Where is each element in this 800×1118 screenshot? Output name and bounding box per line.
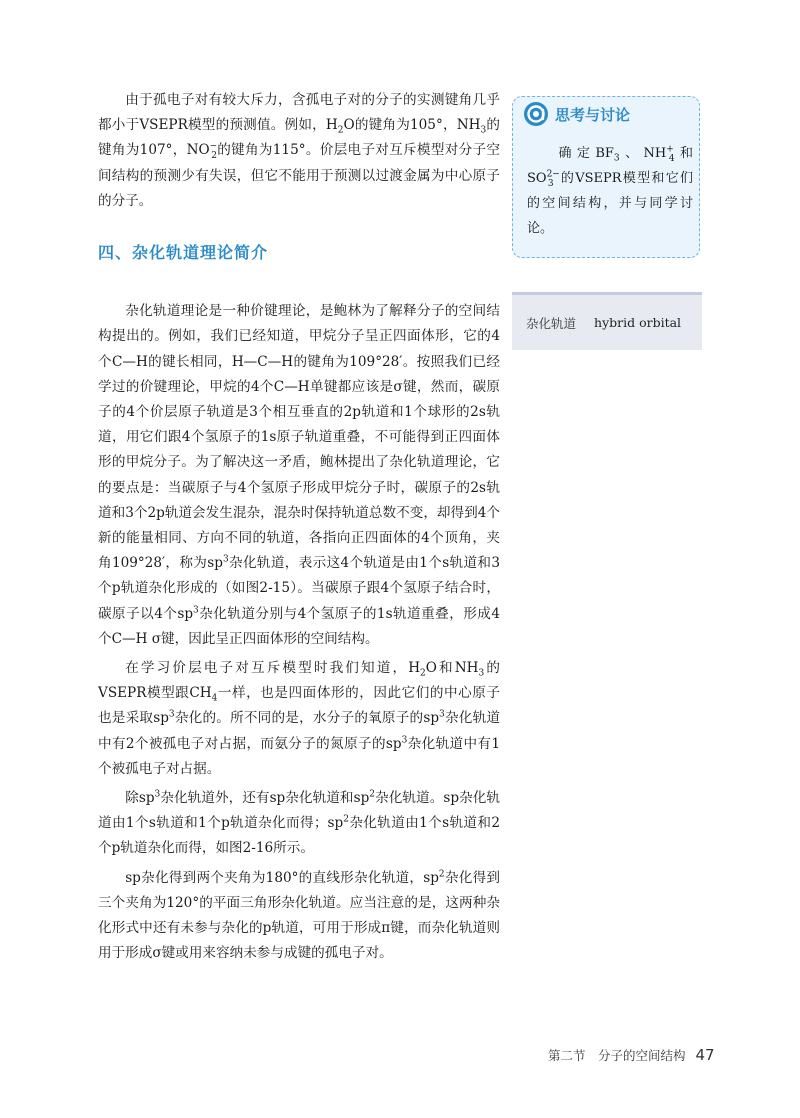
term-chinese: 杂化轨道 <box>526 315 577 331</box>
superscript: 2 <box>438 869 445 880</box>
think-discuss-box <box>512 96 700 258</box>
superscript: 2− <box>546 169 560 180</box>
superscript: 3 <box>439 709 445 720</box>
subscript: 3 <box>478 668 485 679</box>
text-run: 的键角为115°。价层电子对互斥模型对分子空间结构的预测少有失误，但它不能用于预测以过渡金属为中心原子的分子。 <box>98 142 500 209</box>
subscript: 2 <box>211 151 217 162</box>
text-run: 杂化轨道中有2个被孤电子对占据，而氨分子的氮原子的sp <box>98 710 500 752</box>
paragraph-vsepr <box>98 656 500 782</box>
text-run: 和SO <box>527 146 693 186</box>
glossary-term-box <box>512 292 702 350</box>
paragraph-geometry <box>98 866 500 967</box>
text-run: 杂化轨道，表示这4个轨道是由1个s轨道和3个p轨道杂化形成的（如图2-15）。当碳原子跟4个氢原子结合时，碳原子以4个sp <box>98 555 501 622</box>
think-discuss-body <box>527 141 693 241</box>
section-heading: 四、杂化轨道理论简介 <box>98 243 269 263</box>
text-run: 杂化轨道理论是一种价键理论，是鲍林为了解释分子的空间结构提出的。例如，我们已经知道，甲烷分子呈正四面体形，它的4个C—H的键长相同，H—C—H的键角为109°28′。按照我们已经学过的价键理论，甲烷的4个C—H单键都应该是σ键，然而，碳原子的4个价层原子轨道是3个相互垂直的2p轨道和1个球形的2s轨道，用它们跟4个氢原子的1s原子轨道重叠，不可能得到正四面体形的甲烷分子。为了解决这一矛盾，鲍林提出了杂化轨道理论，它的要点是：当碳原子与4个氢原子形成甲烷分子时，碳原子的2s轨道和3个2p轨道会发生混杂，混杂时保持轨道总数不变，却得到4个新的能量相同、方向不同的轨道，各指向正四面体的4个顶角，夹角109°28′，称为sp <box>98 303 500 572</box>
text-run: O和NH <box>425 660 479 677</box>
chapter-title: 第二节 分子的空间结构 <box>548 1048 686 1063</box>
superscript: 2 <box>369 789 376 800</box>
superscript: 3 <box>154 789 161 800</box>
text-run: sp杂化得到两个夹角为180°的直线形杂化轨道，sp <box>125 869 439 886</box>
text-run: 由于孤电子对有较大斥力，含孤电子对的分子的实测键角几乎都小于VSEPR模型的预测值。例如，H <box>98 92 500 134</box>
think-discuss-title: 思考与讨论 <box>555 105 631 124</box>
paragraph-hybrid-theory <box>98 299 500 652</box>
term-english: hybrid orbital <box>594 315 682 330</box>
text-run: 的VSEPR模型和它们的空间结构，并与同学讨论。 <box>527 171 693 236</box>
subscript: 3 <box>547 178 554 189</box>
superscript: − <box>209 141 218 152</box>
text-run: 在学习价层电子对互斥模型时我们知道，H <box>125 660 421 677</box>
superscript: 3 <box>222 554 229 565</box>
superscript: 2 <box>343 814 349 825</box>
paragraph-lone-pair <box>98 88 500 214</box>
text-run: 的VSEPR模型跟CH <box>98 660 500 702</box>
text-run: 杂化轨道中有1个被孤电子对占据。 <box>98 735 500 777</box>
main-text-column <box>98 88 500 967</box>
text-run: 除sp <box>125 790 155 807</box>
superscript: 3 <box>168 709 175 720</box>
text-run: 一样，也是四面体形的，因此它们的中心原子也是采取sp <box>98 685 500 727</box>
text-run: O的键角为105°，NH <box>343 117 481 134</box>
subscript: 3 <box>613 153 620 164</box>
subscript: 4 <box>668 153 675 164</box>
text-run: 、NH <box>619 146 667 161</box>
superscript: 3 <box>401 735 408 746</box>
superscript: + <box>666 144 674 155</box>
think-discuss-header <box>523 101 630 127</box>
page-number: 47 <box>695 1046 715 1064</box>
paragraph-sp-sp2 <box>98 786 500 862</box>
text-run: 确定BF <box>553 146 614 161</box>
page-footer <box>548 1046 715 1064</box>
discussion-icon <box>523 101 549 127</box>
subscript: 2 <box>420 668 426 679</box>
subscript: 2 <box>337 125 344 136</box>
text-run: 杂化轨道外，还有sp杂化轨道和sp <box>160 790 370 807</box>
text-run: 杂化轨道由1个s轨道和2个p轨道杂化而得，如图2-16所示。 <box>98 815 501 857</box>
text-run: 的键角为107°，NO <box>98 117 501 159</box>
superscript: 3 <box>193 605 199 616</box>
text-run: 杂化的。所不同的是，水分子的氧原子的sp <box>174 710 440 727</box>
subscript: 3 <box>480 125 487 136</box>
text-run: 杂化轨道。sp杂化轨道由1个s轨道和1个p轨道杂化而得；sp <box>98 790 500 832</box>
subscript: 4 <box>211 693 218 704</box>
text-run: 杂化轨道分别与4个氢原子的1s轨道重叠，形成4个C—H σ键，因此呈正四面体形的空间结构。 <box>98 605 500 647</box>
text-run: 杂化得到三个夹角为120°的平面三角形杂化轨道。应当注意的是，这两种杂化形式中还有未参与杂化的p轨道，可用于形成π键，而杂化轨道则用于形成σ键或用来容纳未参与成键的孤电子对。 <box>98 869 500 962</box>
